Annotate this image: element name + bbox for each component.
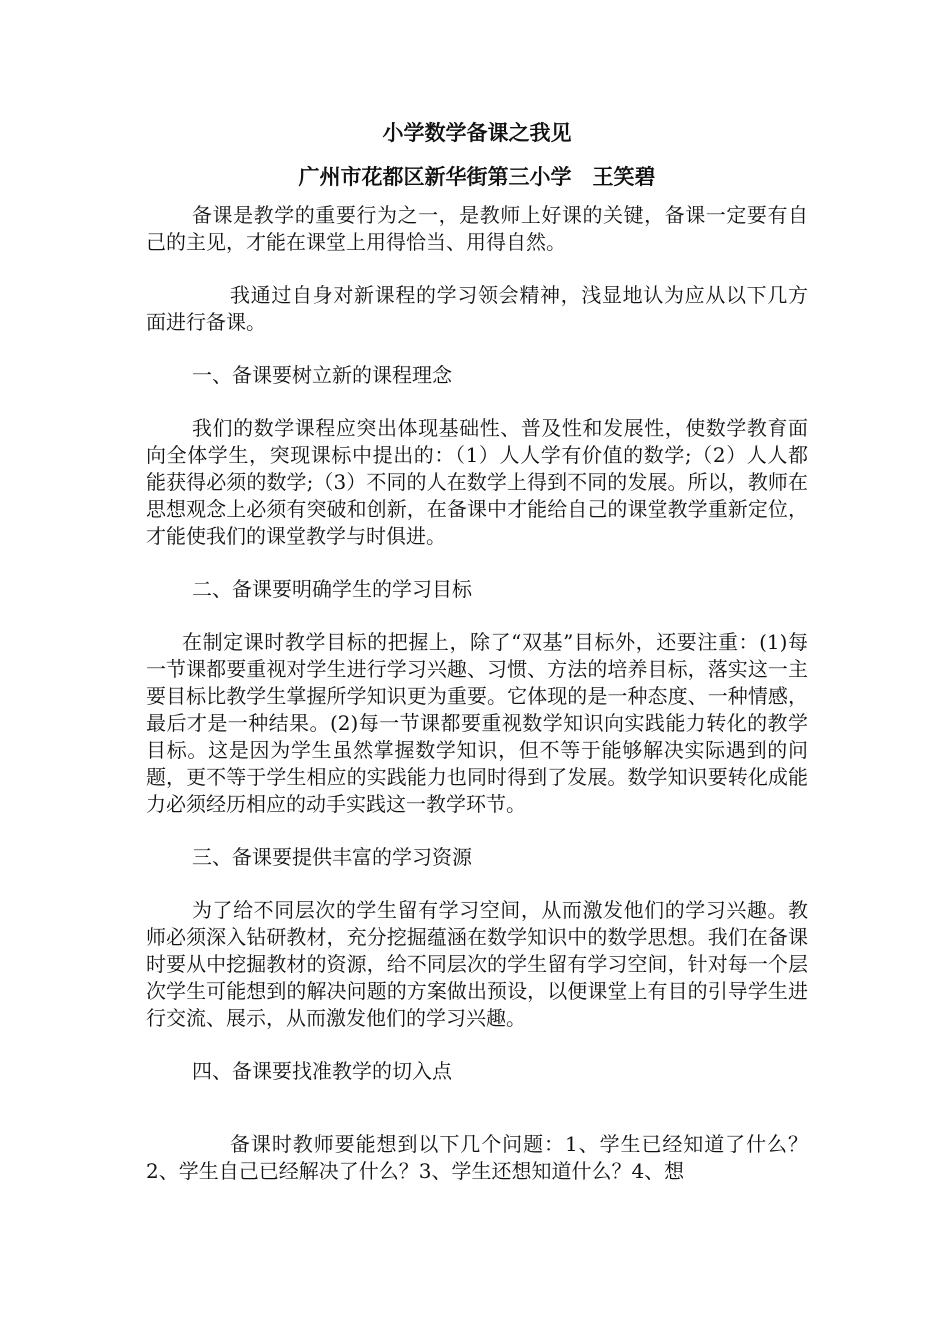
section-paragraph-3: 为了给不同层次的学生留有学习空间，从而激发他们的学习兴趣。教师必须深入钻研教材，充分挖掘蕴涵在数学知识中的数学思想。我们在备课时要从中挖掘教材的资源，给不同层次的学生留有学习空间，针对每一个层次学生可能想到的解决问题的方案做出预设，以便课堂上有目的引导学生进行交流、展示，从而激发他们的学习兴趣。 [146, 898, 808, 1030]
document-page [146, 118, 808, 1211]
section-paragraph-1: 我们的数学课程应突出体现基础性、普及性和发展性，使数学教育面向全体学生，突现课标中提出的：（1）人人学有价值的数学;（2）人人都能获得必须的数学;（3）不同的人在数学上得到不同的发展。所以，教师在思想观念上必须有突破和创新，在备课中才能给自己的课堂教学重新定位，才能使我们的课堂教学与时俱进。 [146, 416, 808, 548]
section-heading-4: 四、备课要找准教学的切入点 [192, 1059, 452, 1083]
author-byline: 广州市花都区新华街第三小学 王笑碧 [298, 164, 656, 189]
section-paragraph-4: 备课时教师要能想到以下几个问题：1、学生已经知道了什么？2、学生自己已经解决了什么？3、学生还想知道什么？4、想 [146, 1132, 808, 1183]
section-heading-1: 一、备课要树立新的课程理念 [192, 363, 452, 387]
overview-paragraph: 我通过自身对新课程的学习领会精神，浅显地认为应从以下几方面进行备课。 [146, 283, 808, 334]
section-heading-2: 二、备课要明确学生的学习目标 [192, 577, 472, 601]
section-heading-3: 三、备课要提供丰富的学习资源 [192, 845, 472, 869]
section-paragraph-2: 在制定课时教学目标的把握上，除了“双基”目标外，还要注重：(1)每一节课都要重视对学生进行学习兴趣、习惯、方法的培养目标，落实这一主要目标比教学生掌握所学知识更为重要。它体现的是一种态度、一种情感，最后才是一种结果。(2)每一节课都要重视数学知识向实践能力转化的教学目标。这是因为学生虽然掌握数学知识，但不等于能够解决实际遇到的问题，更不等于学生相应的实践能力也同时得到了发展。数学知识要转化成能力必须经历相应的动手实践这一教学环节。 [146, 630, 808, 816]
page-title: 小学数学备课之我见 [382, 120, 572, 145]
intro-paragraph: 备课是教学的重要行为之一，是教师上好课的关键，备课一定要有自己的主见，才能在课堂上用得恰当、用得自然。 [146, 203, 808, 254]
